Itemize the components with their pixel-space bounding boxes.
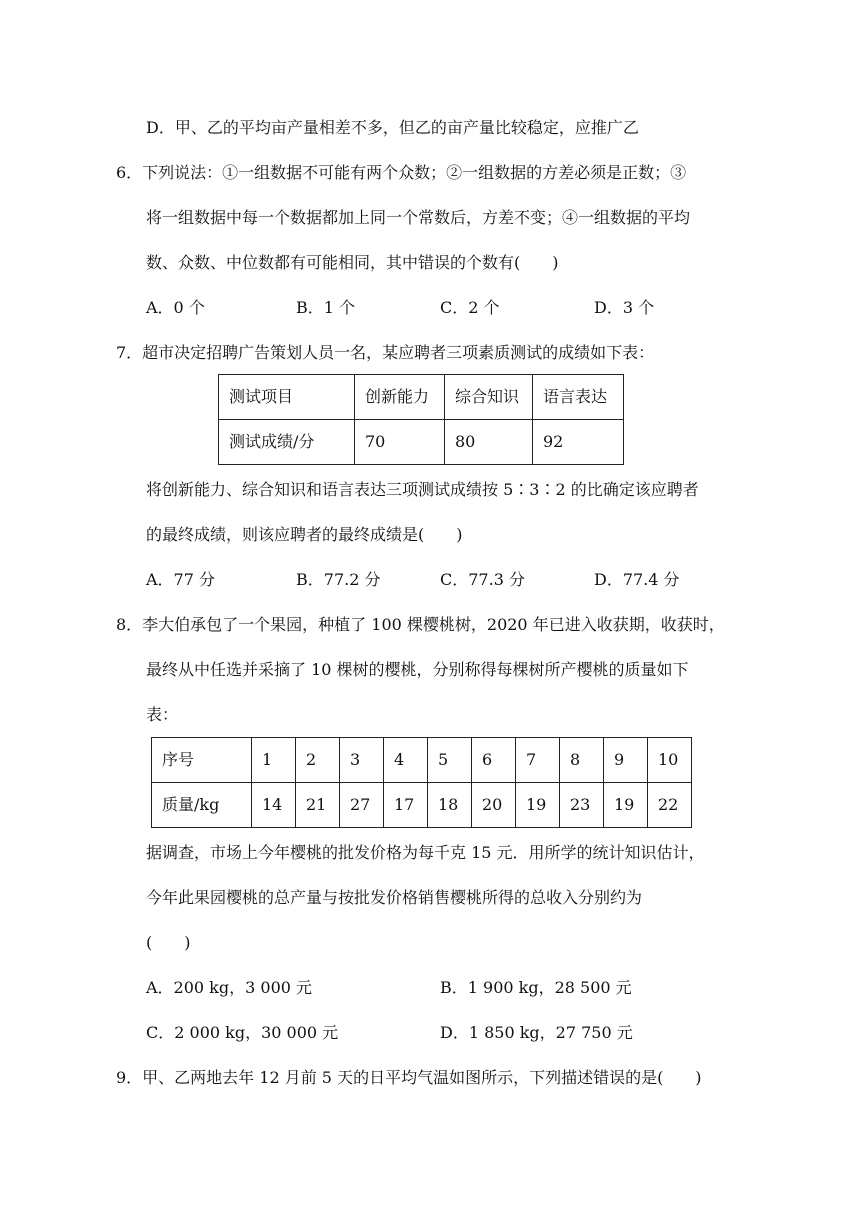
table-cell: 6 <box>472 738 516 783</box>
q8-stem-line-1: 8．李大伯承包了一个果园，种植了 100 棵樱桃树，2020 年已进入收获期，收获时， <box>116 615 725 634</box>
table-cell: 23 <box>560 783 604 828</box>
q6-stem-line-1: 6．下列说法：①一组数据不可能有两个众数；②一组数据的方差必须是正数；③ <box>116 163 687 182</box>
q7-option-a: A．77 分 <box>146 570 216 589</box>
q6-option-d: D．3 个 <box>594 298 655 317</box>
table-cell: 1 <box>252 738 296 783</box>
table-cell: 19 <box>604 783 648 828</box>
q8-option-b: B．1 900 kg，28 500 元 <box>440 978 632 997</box>
table-row <box>152 783 692 828</box>
table-cell: 4 <box>384 738 428 783</box>
table-cell: 3 <box>340 738 384 783</box>
table-cell: 质量/kg <box>152 783 252 828</box>
table-cell: 测试项目 <box>219 375 355 420</box>
table-cell: 21 <box>296 783 340 828</box>
table-cell: 综合知识 <box>445 375 533 420</box>
q6-option-b: B．1 个 <box>296 298 356 317</box>
table-cell: 70 <box>355 420 445 465</box>
table-cell: 20 <box>472 783 516 828</box>
table-cell: 测试成绩/分 <box>219 420 355 465</box>
q8-cherry-table <box>151 737 692 828</box>
table-cell: 语言表达 <box>533 375 624 420</box>
q6-option-c: C．2 个 <box>440 298 500 317</box>
table-cell: 序号 <box>152 738 252 783</box>
q8-stem-line-2: 最终从中任选并采摘了 10 棵树的樱桃，分别称得每棵树所产樱桃的质量如下 <box>146 660 689 679</box>
table-cell: 27 <box>340 783 384 828</box>
q7-option-d: D．77.4 分 <box>594 570 680 589</box>
q7-option-c: C．77.3 分 <box>440 570 525 589</box>
q7-stem-line-3: 的最终成绩，则该应聘者的最终成绩是( ) <box>146 525 463 544</box>
q8-option-c: C．2 000 kg，30 000 元 <box>146 1023 339 1042</box>
q7-stem-line-2: 将创新能力、综合知识和语言表达三项测试成绩按 5∶3∶2 的比确定该应聘者 <box>146 480 699 499</box>
table-cell: 22 <box>648 783 692 828</box>
q8-stem-line-5: 今年此果园樱桃的总产量与按批发价格销售樱桃所得的总收入分别约为 <box>146 888 643 907</box>
table-cell: 19 <box>516 783 560 828</box>
q7-option-b: B．77.2 分 <box>296 570 381 589</box>
q9-stem-line-1: 9．甲、乙两地去年 12 月前 5 天的日平均气温如图所示，下列描述错误的是( ) <box>116 1068 702 1087</box>
table-row <box>219 420 624 465</box>
q7-score-table <box>218 374 624 465</box>
table-cell: 18 <box>428 783 472 828</box>
table-cell: 10 <box>648 738 692 783</box>
table-cell: 8 <box>560 738 604 783</box>
table-cell: 5 <box>428 738 472 783</box>
q6-stem-line-2: 将一组数据中每一个数据都加上同一个常数后，方差不变；④一组数据的平均 <box>146 208 691 227</box>
q8-stem-line-4: 据调查，市场上今年樱桃的批发价格为每千克 15 元．用所学的统计知识估计， <box>146 843 705 862</box>
q8-stem-line-3: 表： <box>146 705 179 724</box>
q8-option-a: A．200 kg，3 000 元 <box>146 978 313 997</box>
table-cell: 17 <box>384 783 428 828</box>
table-cell: 2 <box>296 738 340 783</box>
q6-stem-line-3: 数、众数、中位数都有可能相同，其中错误的个数有( ) <box>146 253 559 272</box>
table-cell: 14 <box>252 783 296 828</box>
table-row <box>219 375 624 420</box>
table-cell: 创新能力 <box>355 375 445 420</box>
table-cell: 92 <box>533 420 624 465</box>
q5-option-d: D．甲、乙的平均亩产量相差不多，但乙的亩产量比较稳定，应推广乙 <box>146 118 639 137</box>
table-cell: 9 <box>604 738 648 783</box>
q8-option-d: D．1 850 kg，27 750 元 <box>440 1023 633 1042</box>
q6-option-a: A．0 个 <box>146 298 205 317</box>
table-cell: 80 <box>445 420 533 465</box>
q7-stem-line-1: 7．超市决定招聘广告策划人员一名，某应聘者三项素质测试的成绩如下表： <box>116 343 655 362</box>
q8-stem-line-6: ( ) <box>146 933 191 952</box>
table-cell: 7 <box>516 738 560 783</box>
table-row <box>152 738 692 783</box>
